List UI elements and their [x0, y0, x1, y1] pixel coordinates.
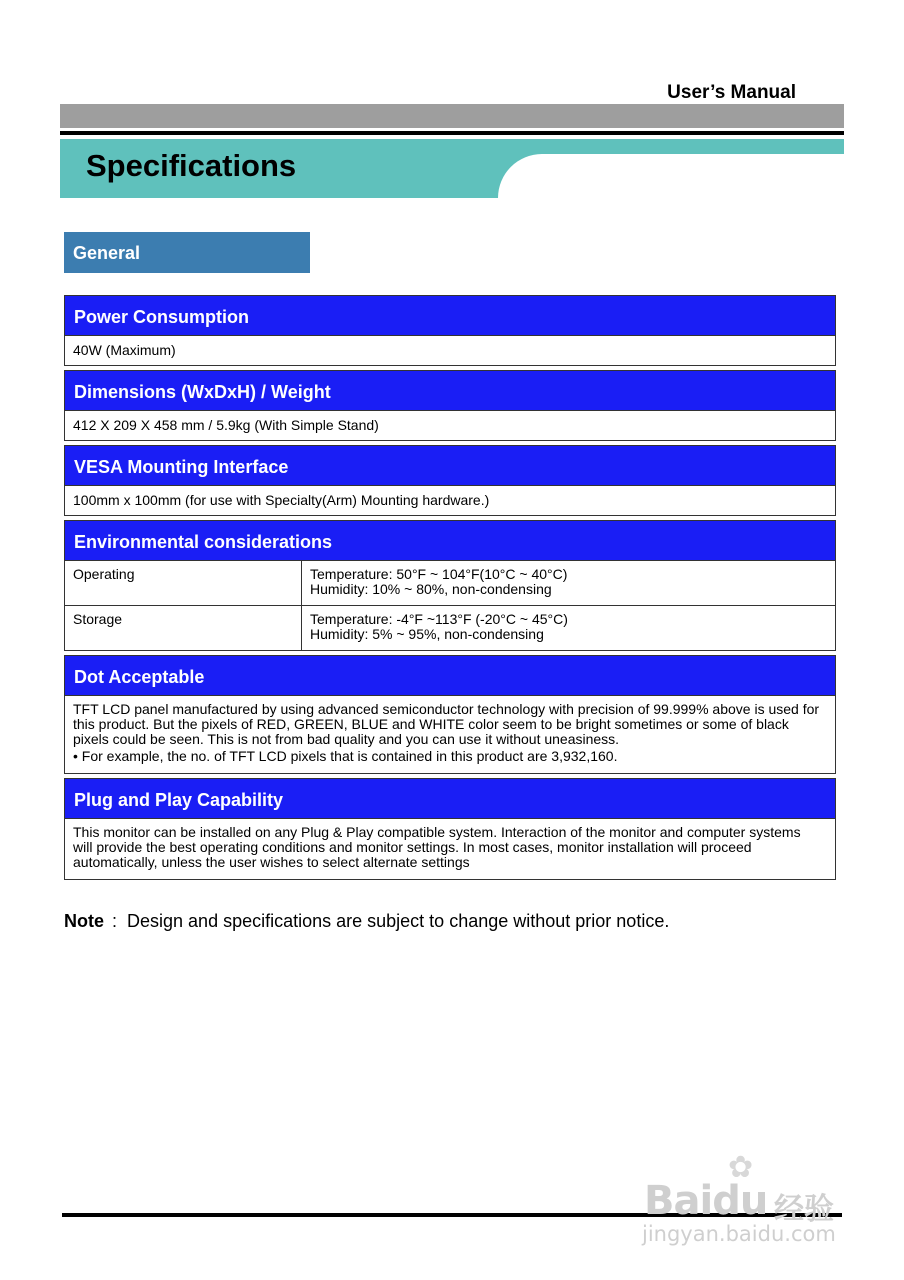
- header-black-rule: [60, 131, 844, 135]
- paw-icon: ✿: [728, 1150, 754, 1185]
- spec-pnp: [64, 778, 836, 880]
- note: [64, 911, 669, 932]
- table-row: [65, 561, 835, 606]
- note-label: Note: [64, 911, 104, 931]
- env-humidity: Humidity: 10% ~ 80%, non-condensing: [310, 581, 552, 597]
- env-row-values: [302, 561, 836, 606]
- page-title: Specifications: [86, 148, 297, 183]
- spec-dot-text: TFT LCD panel manufactured by using advanced semiconductor technology with precision of 99.999% above is used for this product. But the pixels of RED, GREEN, BLUE and WHITE color seem to be bright sometimes or some of black pixels could be seen. This is not from bad quality and you can use it without uneasiness.: [73, 701, 820, 747]
- spec-list: [64, 295, 836, 884]
- env-temperature: Temperature: 50°F ~ 104°F(10°C ~ 40°C): [310, 566, 568, 582]
- watermark-sub: 经验: [774, 1192, 834, 1227]
- env-row-label: Storage: [65, 606, 302, 651]
- spec-vesa-value: 100mm x 100mm (for use with Specialty(Arm) Mounting hardware.): [73, 492, 490, 508]
- env-humidity: Humidity: 5% ~ 95%, non-condensing: [310, 626, 544, 642]
- spec-environment: [64, 520, 836, 651]
- spec-pnp-text: This monitor can be installed on any Plug & Play compatible system. Interaction of the monitor and computer systems will provide the best operating conditions and monitor settings. In most cases, monitor installation will proceed automatically, unless the user wishes to select alternate settings: [73, 824, 801, 870]
- spec-power-value: 40W (Maximum): [73, 342, 176, 358]
- spec-dimensions: [64, 370, 836, 441]
- spec-power: [64, 295, 836, 366]
- header-teal-strip: [498, 139, 844, 154]
- spec-pnp-title: Plug and Play Capability: [65, 779, 835, 819]
- note-text: Design and specifications are subject to change without prior notice.: [127, 911, 670, 931]
- header-grey-band: [60, 104, 844, 128]
- spec-dimensions-value: 412 X 209 X 458 mm / 5.9kg (With Simple Stand): [73, 417, 379, 433]
- spec-vesa-title: VESA Mounting Interface: [65, 446, 835, 486]
- spec-dot-title: Dot Acceptable: [65, 656, 835, 696]
- manual-title: User’s Manual: [667, 82, 796, 103]
- watermark-brand: Baidu: [644, 1178, 768, 1224]
- spec-dimensions-title: Dimensions (WxDxH) / Weight: [65, 371, 835, 411]
- table-row: [65, 606, 835, 651]
- env-row-values: [302, 606, 836, 651]
- watermark: [640, 1150, 860, 1245]
- watermark-url: jingyan.baidu.com: [642, 1222, 836, 1246]
- spec-dot: [64, 655, 836, 774]
- environment-table: [65, 561, 835, 650]
- spec-dot-bullet: • For example, the no. of TFT LCD pixels that is contained in this product are 3,932,160.: [73, 748, 618, 764]
- env-temperature: Temperature: -4°F ~113°F (-20°C ~ 45°C): [310, 611, 568, 627]
- note-separator: :: [112, 911, 118, 931]
- spec-dot-body: [65, 696, 835, 773]
- section-tab-general: General: [64, 232, 310, 273]
- spec-vesa: [64, 445, 836, 516]
- spec-environment-title: Environmental considerations: [65, 521, 835, 561]
- env-row-label: Operating: [65, 561, 302, 606]
- spec-power-title: Power Consumption: [65, 296, 835, 336]
